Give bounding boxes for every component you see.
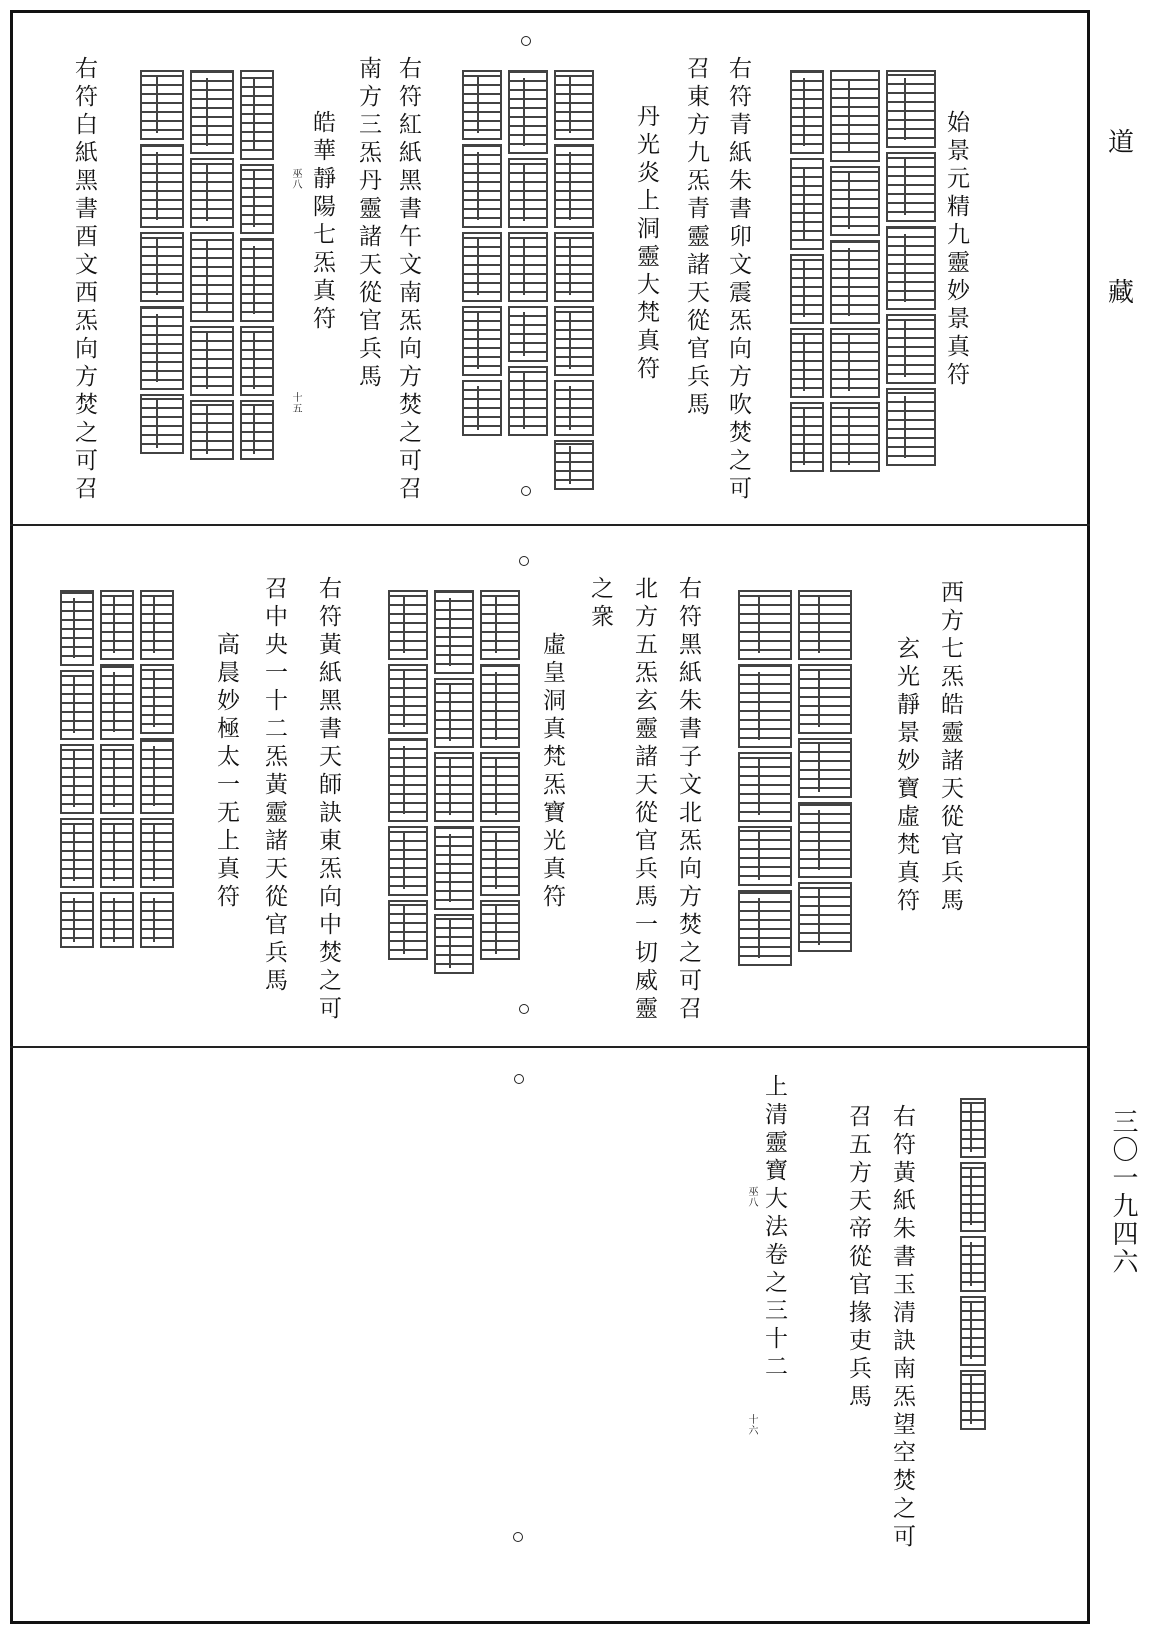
instruction-line: 右符黃紙黑書天師訣東炁向中焚之可: [315, 576, 341, 1024]
talisman-title: 始景元精九靈妙景真符: [943, 110, 969, 390]
talisman-drawing: [738, 590, 852, 966]
talisman-drawing: [462, 70, 594, 490]
volume-note: 巫八: [746, 1186, 757, 1208]
talisman-drawing: [60, 590, 174, 948]
instruction-line: 召東方九炁青靈諸天從官兵馬: [683, 56, 709, 420]
panel-divider-1: [10, 524, 1090, 526]
leaf-number: 十五: [290, 392, 301, 414]
talisman-title: 高晨妙極太一无上真符: [213, 632, 239, 912]
page-number: 三〇一九四六: [1108, 1108, 1138, 1276]
binding-hole: [521, 36, 531, 46]
scroll-closing-title: 上清靈寶大法卷之三十二: [761, 1074, 787, 1382]
instruction-line: 之衆: [587, 576, 613, 632]
instruction-line: 南方三炁丹靈諸天從官兵馬: [355, 56, 381, 392]
instruction-line: 右符黃紙朱書玉清訣南炁望空焚之可: [889, 1104, 915, 1552]
instruction-line: 召中央一十二炁黃靈諸天從官兵馬: [261, 576, 287, 996]
instruction-line: 右符青紙朱書卯文震炁向方吹焚之可: [725, 56, 751, 504]
margin-dao: 道: [1108, 128, 1135, 158]
instruction-line: 右符白紙黑書酉文西炁向方焚之可召: [71, 56, 97, 504]
margin-zang: 藏: [1108, 278, 1135, 308]
talisman-title: 虛皇洞真梵炁寶光真符: [539, 632, 565, 912]
instruction-line: 西方七炁皓靈諸天從官兵馬: [937, 580, 963, 916]
instruction-line: 北方五炁玄靈諸天從官兵馬一切威靈: [631, 576, 657, 1024]
binding-hole: [514, 1074, 524, 1084]
leaf-number: 十六: [746, 1414, 757, 1436]
volume-note: 巫八: [290, 168, 301, 190]
instruction-line: 召五方天帝從官掾吏兵馬: [845, 1104, 871, 1412]
talisman-title: 皓華靜陽七炁真符: [309, 110, 335, 334]
binding-hole: [519, 1004, 529, 1014]
binding-hole: [519, 556, 529, 566]
talisman-drawing: [388, 590, 520, 974]
talisman-title: 玄光靜景妙寶虛梵真符: [893, 636, 919, 916]
talisman-title: 丹光炎上洞靈大梵真符: [633, 104, 659, 384]
talisman-drawing: [140, 70, 274, 460]
binding-hole: [513, 1532, 523, 1542]
instruction-line: 右符黑紙朱書子文北炁向方焚之可召: [675, 576, 701, 1024]
talisman-drawing: [960, 1098, 986, 1430]
panel-divider-2: [10, 1046, 1090, 1048]
instruction-line: 右符紅紙黑書午文南炁向方焚之可召: [395, 56, 421, 504]
talisman-drawing: [790, 70, 936, 472]
